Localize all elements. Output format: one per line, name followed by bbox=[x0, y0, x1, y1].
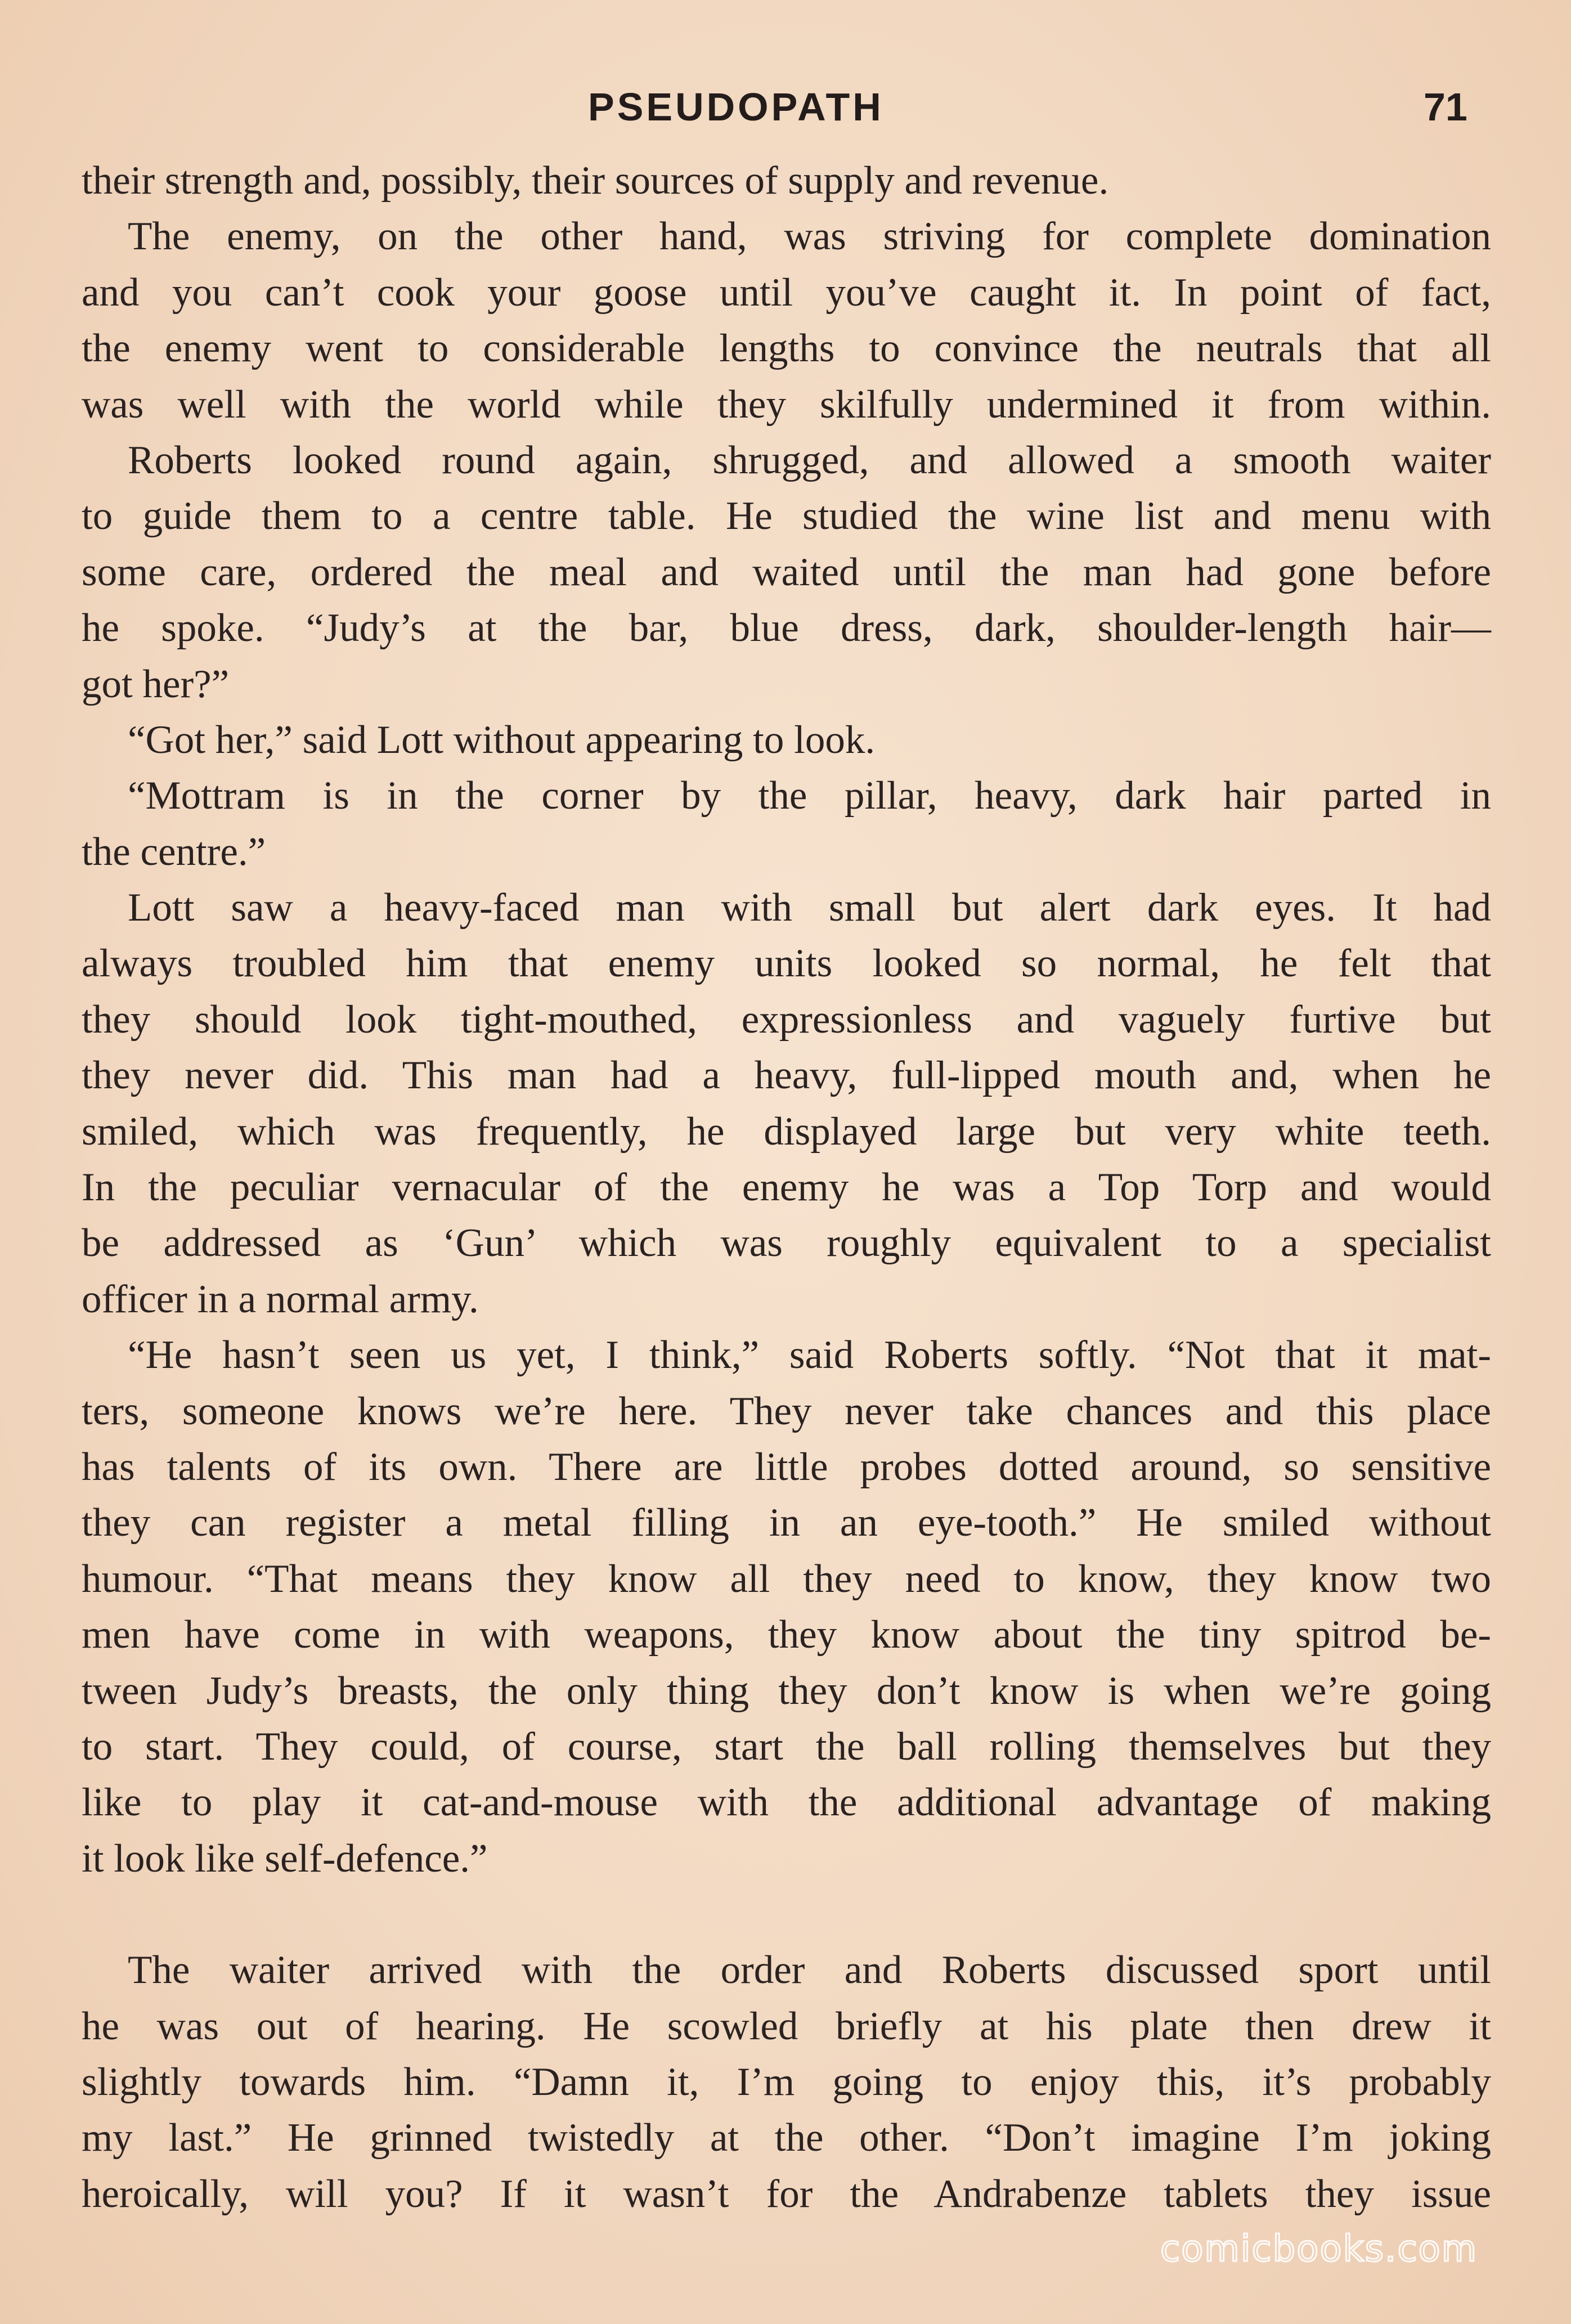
page-header bbox=[0, 79, 1571, 141]
text-line: some care, ordered the meal and waited until the man had gone before bbox=[82, 550, 1491, 594]
text-line: Lott saw a heavy-faced man with small but alert dark eyes. It had bbox=[128, 886, 1491, 930]
text-line: always troubled him that enemy units looked so normal, he felt that bbox=[82, 941, 1491, 986]
running-title: PSEUDOPATH bbox=[588, 85, 884, 129]
paragraph bbox=[82, 1942, 1491, 2222]
text-line: be addressed as ‘Gun’ which was roughly equivalent to a specialist bbox=[82, 1221, 1491, 1266]
paragraph bbox=[82, 712, 1491, 768]
body-text bbox=[82, 153, 1491, 2222]
text-line: the enemy went to considerable lengths to convince the neutrals that all bbox=[82, 326, 1491, 371]
text-line: like to play it cat-and-mouse with the additional advantage of making bbox=[82, 1780, 1491, 1825]
text-line: the centre.” bbox=[82, 829, 266, 874]
text-line: they can register a metal filling in an eye-tooth.” He smiled without bbox=[82, 1501, 1491, 1545]
text-line: “Mottram is in the corner by the pillar, heavy, dark hair parted in bbox=[128, 774, 1491, 818]
text-line: “He hasn’t seen us yet, I think,” said Roberts softly. “Not that it mat- bbox=[128, 1333, 1491, 1378]
text-line: my last.” He grinned twistedly at the other. “Don’t imagine I’m joking bbox=[82, 2116, 1491, 2160]
paragraph bbox=[82, 1327, 1491, 1887]
text-line: to guide them to a centre table. He studied the wine list and menu with bbox=[82, 494, 1491, 539]
text-line: got her?” bbox=[82, 662, 230, 706]
text-line: it look like self-defence.” bbox=[82, 1836, 488, 1881]
page-number: 71 bbox=[1424, 85, 1467, 129]
text-line: they never did. This man had a heavy, full-lipped mouth and, when he bbox=[82, 1053, 1491, 1098]
text-line: he was out of hearing. He scowled briefly at his plate then drew it bbox=[82, 2004, 1491, 2048]
text-line: and you can’t cook your goose until you’ve caught it. In point of fact, bbox=[82, 270, 1491, 315]
text-line: “Got her,” said Lott without appearing to look. bbox=[128, 717, 876, 762]
paragraph bbox=[82, 209, 1491, 433]
text-line: The waiter arrived with the order and Roberts discussed sport until bbox=[128, 1948, 1491, 1993]
text-line: their strength and, possibly, their sources of supply and revenue. bbox=[82, 159, 1109, 203]
text-line: ters, someone knows we’re here. They never take chances and this place bbox=[82, 1389, 1491, 1433]
text-line: officer in a normal army. bbox=[82, 1277, 479, 1321]
text-line: heroically, will you? If it wasn’t for the Andrabenze tablets they issue bbox=[82, 2172, 1491, 2216]
text-line: has talents of its own. There are little probes dotted around, so sensitive bbox=[82, 1444, 1491, 1489]
text-line: was well with the world while they skilfully undermined it from within. bbox=[82, 382, 1491, 427]
text-line: to start. They could, of course, start the ball rolling themselves but they bbox=[82, 1724, 1491, 1769]
paragraph bbox=[82, 880, 1491, 1327]
text-line: Roberts looked round again, shrugged, and allowed a smooth waiter bbox=[128, 438, 1491, 482]
text-line: smiled, which was frequently, he displayed large but very white teeth. bbox=[82, 1109, 1491, 1154]
text-line: tween Judy’s breasts, the only thing they don’t know is when we’re going bbox=[82, 1668, 1491, 1713]
text-line: slightly towards him. “Damn it, I’m going to enjoy this, it’s probably bbox=[82, 2060, 1491, 2104]
text-line: In the peculiar vernacular of the enemy he was a Top Torp and would bbox=[82, 1165, 1491, 1210]
paragraph bbox=[82, 153, 1491, 209]
text-line: men have come in with weapons, they know about the tiny spitrod be- bbox=[82, 1613, 1491, 1657]
text-line: he spoke. “Judy’s at the bar, blue dress, dark, shoulder-length hair— bbox=[82, 606, 1491, 650]
paragraph bbox=[82, 768, 1491, 880]
text-line: The enemy, on the other hand, was striving for complete domination bbox=[128, 214, 1491, 259]
text-line: they should look tight-mouthed, expressionless and vaguely furtive but bbox=[82, 997, 1491, 1042]
text-line: humour. “That means they know all they need to know, they know two bbox=[82, 1556, 1491, 1601]
watermark: comicbooks.com bbox=[1160, 2228, 1478, 2270]
paragraph bbox=[82, 433, 1491, 712]
